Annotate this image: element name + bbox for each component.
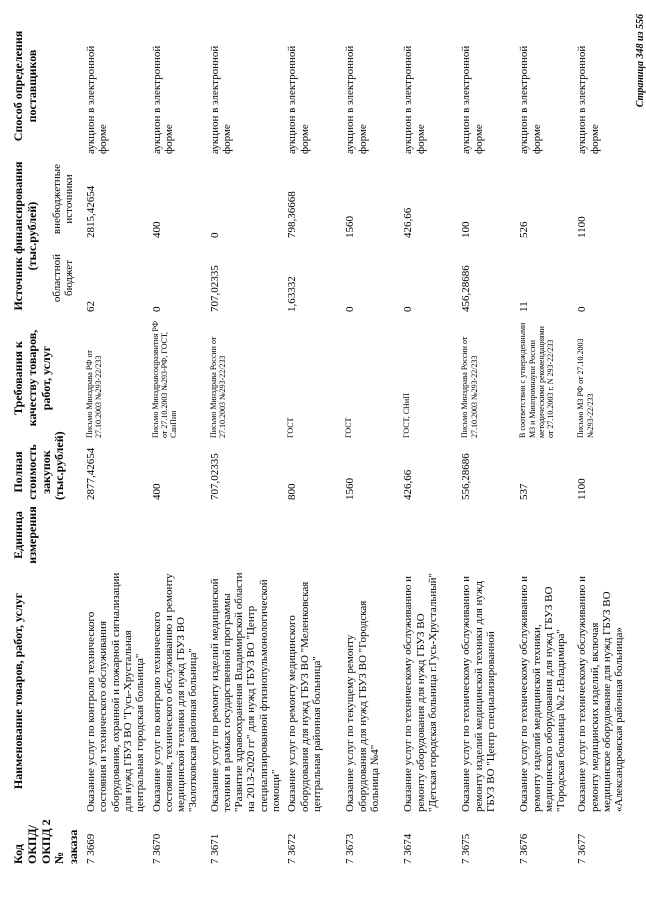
row-requirements: Письмо МЗ РФ от 27.10.2003 №293-22/233 — [576, 338, 595, 438]
table-row — [149, 15, 207, 867]
row-code: 7 3669 — [84, 833, 97, 864]
row-method: аукцион в электронной форме — [460, 45, 485, 154]
row-cost: 2877,42654 — [84, 447, 97, 500]
row-name: Оказание услуг по техническому обслуживанию и ремонту изделий медицинской техники для нужд ГБУЗ ВО "Центр специализированной — [460, 576, 498, 812]
row-extrabudget: 100 — [460, 221, 473, 238]
row-name: Оказание услуг по ремонту медицинского оборудования для нужд ГБУЗ ВО "Меленковская центральная районная больница" — [286, 581, 324, 812]
row-unit — [207, 503, 285, 567]
row-method: аукцион в электронной форме — [518, 45, 543, 154]
header-cost: Полная стоимость закупок (тыс.рублей) — [11, 431, 67, 500]
header-extrabudget: внебюджетные источники — [50, 163, 75, 235]
header-financing: Источник финансирования (тыс.рублей) — [11, 161, 39, 311]
header-requirements: Требования к качеству товаров, работ, услуг — [11, 329, 53, 427]
header-code: Код ОКПД/ ОКПД 2 № заказа — [11, 819, 81, 864]
table-row — [400, 15, 458, 867]
row-extrabudget: 0 — [208, 232, 221, 238]
row-name: Оказание услуг по текущему ремонту оборудования для нужд ГБУЗ ВО "Городская больница №4" — [344, 600, 382, 812]
table-row — [342, 15, 400, 867]
row-extrabudget: 1100 — [576, 216, 589, 238]
row-cost: 426,66 — [402, 469, 415, 500]
row-name: Оказание услуг по техническому обслуживанию и ремонту изделий медицинской техники, медицинского оборудования для нужд ГБУЗ ВО "Городская больница №2 г.Владимира" — [518, 576, 568, 812]
row-cost: 400 — [150, 483, 163, 500]
row-regional-budget: 0 — [344, 306, 357, 312]
header-name: Наименование товаров, работ, услуг — [11, 592, 25, 790]
row-extrabudget: 2815,42654 — [84, 185, 97, 238]
row-unit — [149, 503, 207, 567]
header-regional: областной бюджет — [50, 253, 75, 303]
row-extrabudget: 400 — [150, 221, 163, 238]
row-unit — [574, 503, 632, 567]
row-method: аукцион в электронной форме — [286, 45, 311, 154]
row-unit — [83, 503, 149, 567]
row-extrabudget: 426,66 — [402, 207, 415, 238]
row-name: Оказание услуг по техническому обслуживанию и ремонту медицинских изделий, включая медицинское оборудование для нужд ГБУЗ ВО «Александровская районная больница» — [576, 576, 626, 812]
row-code: 7 3673 — [344, 833, 357, 864]
row-requirements: В соответствии с утвержденными МЗ и Минпромнауки России методическими рекомендациями от 27.10.2003 г. N 293-22/233 — [518, 322, 555, 438]
row-method: аукцион в электронной форме — [576, 45, 601, 154]
table-row — [83, 15, 149, 867]
row-unit — [284, 503, 342, 567]
row-code: 7 3670 — [150, 833, 163, 864]
row-cost: 556,28686 — [460, 453, 473, 500]
table-body — [83, 15, 632, 867]
row-cost: 537 — [518, 483, 531, 500]
table-row — [207, 15, 285, 867]
row-extrabudget: 526 — [518, 221, 531, 238]
row-regional-budget: 62 — [84, 301, 97, 312]
row-code: 7 3674 — [402, 833, 415, 864]
row-code: 7 3676 — [518, 833, 531, 864]
row-unit — [342, 503, 400, 567]
row-regional-budget: 1,63332 — [286, 276, 299, 312]
row-extrabudget: 1560 — [344, 216, 357, 238]
row-regional-budget: 0 — [576, 306, 589, 312]
row-extrabudget: 798,36668 — [286, 191, 299, 238]
row-cost: 1100 — [576, 478, 589, 500]
row-requirements: ГОСТ — [286, 417, 296, 438]
row-regional-budget: 11 — [518, 301, 531, 312]
row-requirements: Письмо Минздрава России от 27.10.2003 №293-22/233 — [460, 336, 479, 438]
row-name: Оказание услуг по контролю технического состояния, технического обслуживанию и ремонту медицинской техники для нужд ГБУЗ ВО "Золотковская районная больница" — [150, 573, 200, 812]
row-code: 7 3671 — [208, 833, 221, 864]
row-name: Оказание услуг по контролю технического состояния и технического обслуживания оборудования, охранной и пожарной сигнализации для нужд ГБУЗ ВО "Гусь-Хрустальная центральная городская больница" — [84, 572, 147, 812]
procurement-table — [10, 15, 632, 867]
row-unit — [516, 503, 574, 567]
row-cost: 1560 — [344, 478, 357, 500]
row-requirements: Письмо Минздрава РФ от 27.10.2003 №293-22/233 — [84, 350, 104, 438]
row-unit — [458, 503, 516, 567]
row-method: аукцион в электронной форме — [402, 45, 427, 154]
header-unit: Единица измерения — [11, 506, 39, 564]
table-row — [516, 15, 574, 867]
row-code: 7 3675 — [460, 833, 473, 864]
row-regional-budget: 0 — [150, 306, 163, 312]
row-cost: 800 — [286, 483, 299, 500]
row-cost: 707,02335 — [208, 453, 221, 500]
row-regional-budget: 707,02335 — [208, 265, 221, 312]
row-method: аукцион в электронной форме — [150, 45, 175, 154]
row-unit — [400, 503, 458, 567]
header-method: Способ определения поставщиков — [11, 30, 39, 142]
row-name: Оказание услуг по ремонту изделий медицинской техники в рамках государственной программы "Развитие здравоохранения Владимирской области на 2013-2020 гг" для нужд ГБУЗ ВО "Центр специализированной фтизиопульмонологической помощи" — [208, 572, 283, 812]
row-requirements: Письмо Минздрава России от 27.10.2003 №293-22/233 — [208, 336, 227, 438]
row-method: аукцион в электронной форме — [208, 45, 233, 154]
row-requirements: ГОСТ, СНиП — [402, 393, 412, 438]
row-code: 7 3672 — [286, 833, 299, 864]
row-code: 7 3677 — [576, 833, 589, 864]
row-regional-budget: 456,28686 — [460, 265, 473, 312]
page-number: Страница 348 из 556 — [635, 14, 646, 108]
table-row — [284, 15, 342, 867]
row-method: аукцион в электронной форме — [84, 45, 110, 154]
table-row — [458, 15, 516, 867]
row-method: аукцион в электронной форме — [344, 45, 369, 154]
row-requirements: Письмо Минздравсоцразвития РФ от 27.10.2003 №293-РФ, ГОСТ, СанПин — [150, 320, 178, 438]
header-row — [10, 15, 49, 867]
table-row — [574, 15, 632, 867]
row-name: Оказание услуг по техническому обслуживанию и ремонту оборудования для нужд ГБУЗ ВО "Детская городская больница г.Гусь-Хрустальный" — [402, 572, 440, 812]
row-requirements: ГОСТ — [344, 417, 354, 438]
row-regional-budget: 0 — [402, 306, 415, 312]
